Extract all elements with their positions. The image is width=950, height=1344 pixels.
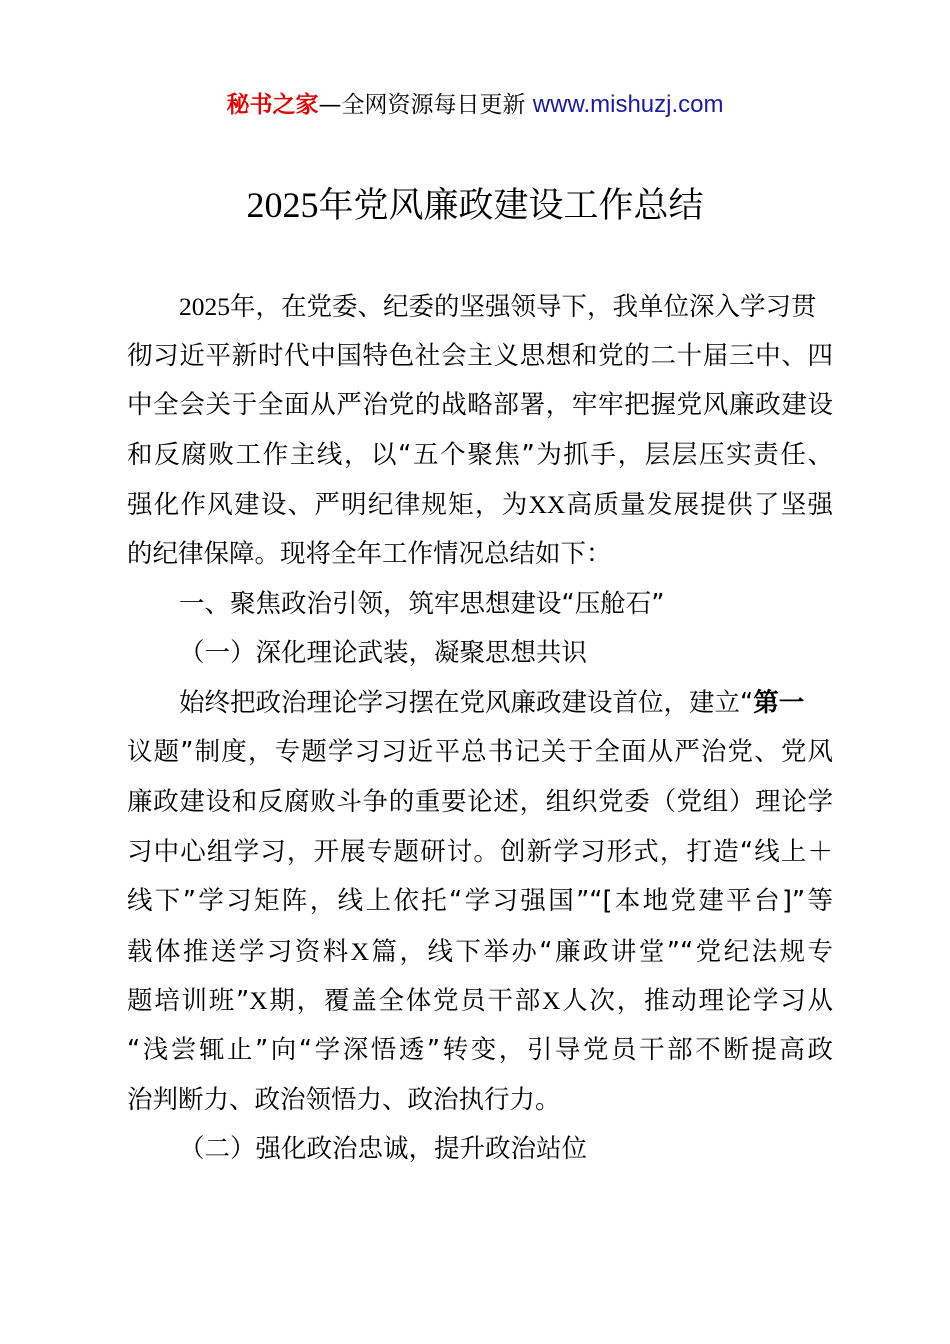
paragraph-1-line-1: 2025年，在党委、纪委的坚强领导下，我单位深入学习贯	[179, 292, 817, 322]
header-tagline: —全网资源每日更新	[318, 92, 533, 118]
paragraph-2-line-2: 议题”制度，专题学习习近平总书记关于全面从严治党、党风	[127, 737, 833, 768]
title-year: 2025	[246, 185, 319, 225]
paragraph-1-line-4: 和反腐败工作主线，以“五个聚焦”为抓手，层层压实责任、	[127, 439, 833, 470]
site-url-link[interactable]: www.mishuzj.com	[532, 91, 724, 118]
paragraph-2-line-8: “浅尝辄止”向“学深悟透”转变，引导党员干部不断提高政	[127, 1034, 833, 1065]
paragraph-1-line-6: 的纪律保障。现将全年工作情况总结如下：	[127, 538, 612, 569]
paragraph-2-line-4: 习中心组学习，开展专题研讨。创新学习形式，打造“线上＋	[127, 836, 833, 867]
bold-emphasis: 第一	[753, 687, 805, 718]
title-text: 年党风廉政建设工作总结	[318, 186, 704, 226]
brand-name: 秘书之家	[226, 92, 319, 118]
paragraph-2-line-3: 廉政建设和反腐败斗争的重要论述，组织党委（党组）理论学	[127, 786, 833, 817]
header-banner	[0, 88, 950, 122]
paragraph-2-line-7: 题培训班”X期，覆盖全体党员干部X人次，推动理论学习从	[127, 986, 833, 1017]
subsection-heading-2: （二）强化政治忠诚，提升政治站位	[179, 1134, 588, 1165]
paragraph-2-line-1: 始终把政治理论学习摆在党风廉政建设首位，建立“第一	[179, 687, 805, 718]
paragraph-1-line-3: 中全会关于全面从严治党的战略部署，牢牢把握党风廉政建设	[127, 390, 833, 421]
paragraph-1-line-5: 强化作风建设、严明纪律规矩，为XX高质量发展提供了坚强	[127, 490, 833, 521]
document-body	[127, 282, 833, 1175]
subsection-heading-1: （一）深化理论武装，凝聚思想共识	[179, 638, 588, 669]
paragraph-1-line-2: 彻习近平新时代中国特色社会主义思想和党的二十届三中、四	[127, 340, 833, 371]
paragraph-2-line-5: 线下”学习矩阵，线上依托“学习强国”“[本地党建平台]”等	[127, 886, 833, 917]
paragraph-2-line-6: 载体推送学习资料X篇，线下举办“廉政讲堂”“党纪法规专	[127, 936, 833, 967]
document-title	[0, 180, 950, 231]
section-heading-1: 一、聚焦政治引领，筑牢思想建设“压舱石”	[179, 588, 665, 619]
paragraph-2-line-9: 治判断力、政治领悟力、政治执行力。	[127, 1084, 561, 1115]
